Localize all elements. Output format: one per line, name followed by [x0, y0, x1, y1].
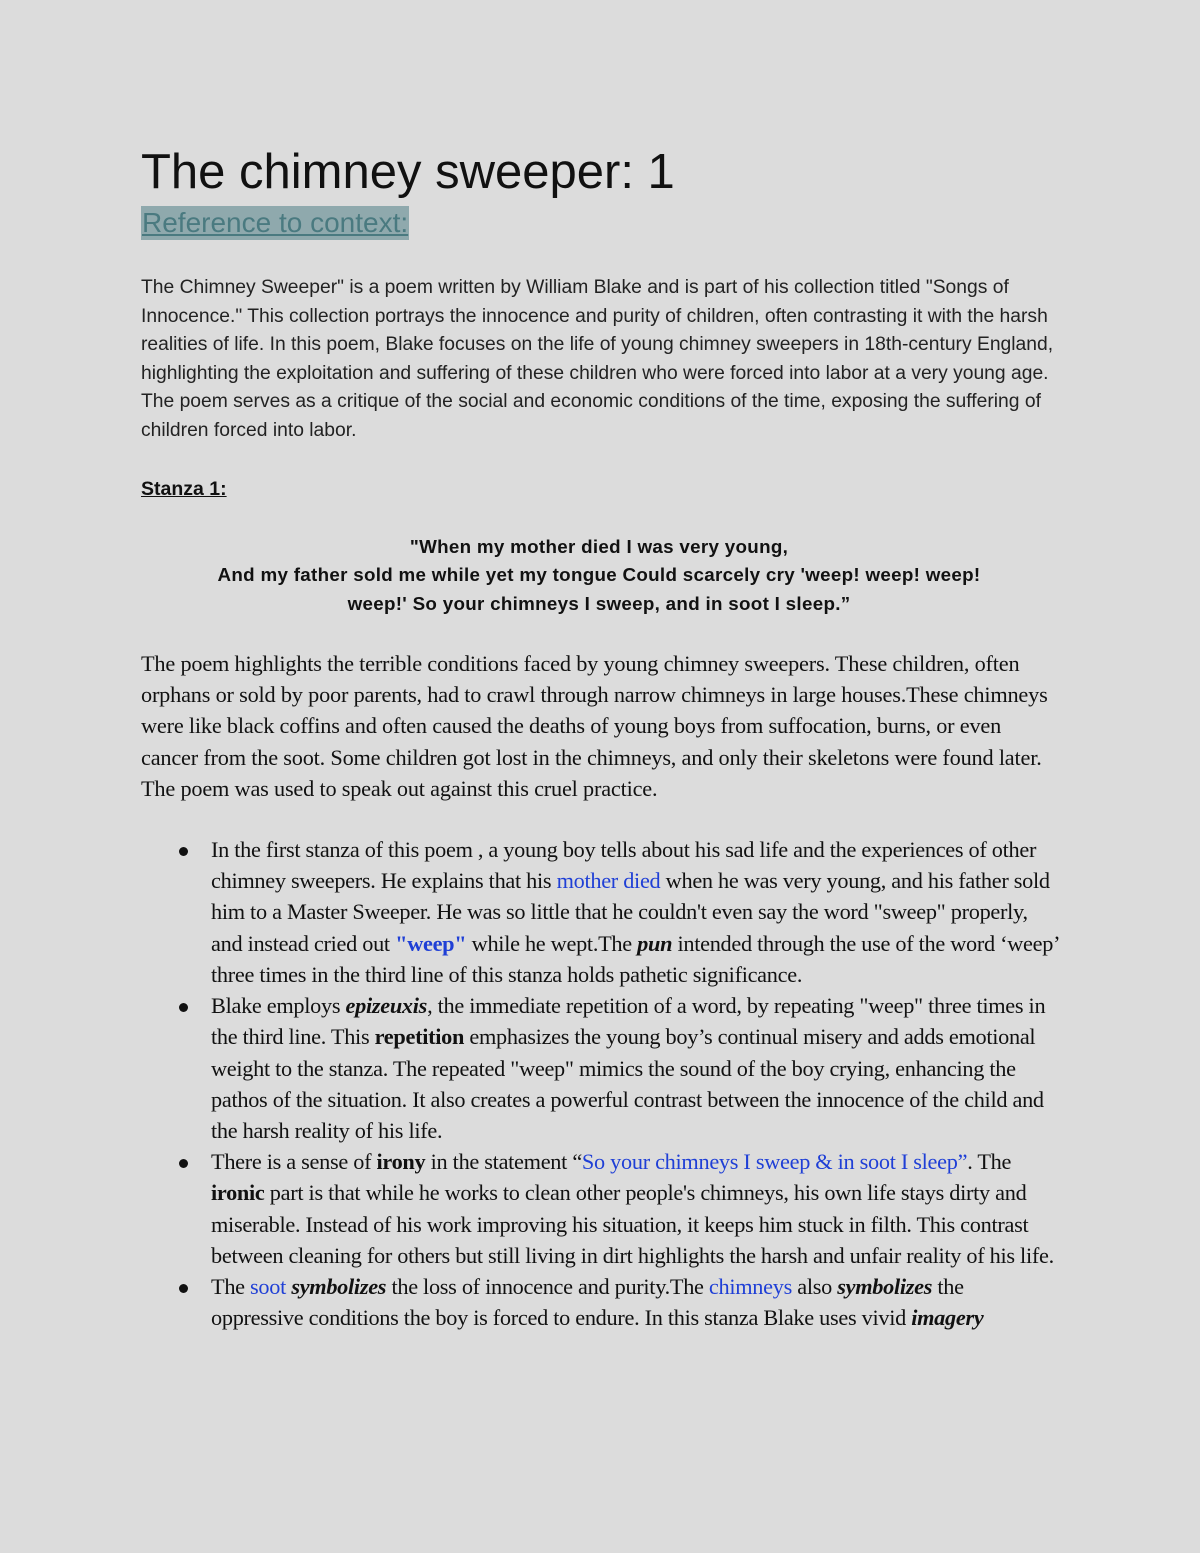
- text-run: emphasizes the young boy’s continual misery and adds emotional weight to the stanza. The repeated "weep" mimics the sound of the boy crying, enhancing the pathos of the situation. It also creates a powerful contrast between the innocence of the child and the harsh reality of his life.: [211, 1024, 1044, 1143]
- list-item: [141, 990, 1061, 1146]
- highlight-text: soot: [250, 1273, 287, 1299]
- text-run: The: [211, 1273, 251, 1299]
- text-run: There is a sense of: [211, 1149, 377, 1175]
- text-run: In the first stanza of this poem , a young boy tells about his sad life and the experiences of other chimney sweepers. He explains that his: [211, 837, 1037, 894]
- document-content: [141, 140, 1061, 1333]
- highlight-text: mother died: [556, 868, 661, 894]
- text-run: , the immediate repetition of a word, by repeating "weep" three times in the third line. This: [211, 993, 1046, 1050]
- list-item: [141, 1271, 1061, 1333]
- text-run: the loss of innocence and purity.The: [386, 1273, 709, 1299]
- highlight-text: "weep": [395, 930, 467, 956]
- quote-line: And my father sold me while yet my tongue Could scarcely cry 'weep! weep! weep!: [217, 564, 981, 586]
- section-subtitle: Reference to context:: [142, 207, 409, 238]
- analysis-bullet-list: [141, 834, 1061, 1333]
- stanza-quote: [141, 533, 1057, 619]
- emphasis-text: imagery: [911, 1305, 984, 1331]
- document-title: The chimney sweeper: 1: [141, 145, 675, 199]
- intro-block: [141, 274, 1061, 446]
- highlight-text: chimneys: [708, 1273, 792, 1299]
- intro-paragraph: The Chimney Sweeper" is a poem written by William Blake and is part of his collection titled "Songs of Innocence." This collection portrays the innocence and purity of children, often contrasting it with the harsh realities of life. In this poem, Blake focuses on the life of young chimney sweepers in 18th-century England, highlighting the exploitation and suffering of these children who were forced into labor at a very young age.: [141, 277, 1054, 384]
- emphasis-text: symbolizes: [837, 1273, 933, 1299]
- bullet-icon: [179, 1159, 188, 1168]
- emphasis-text: pun: [637, 930, 673, 956]
- analysis-paragraph: The poem highlights the terrible conditions faced by young chimney sweepers. These children, often orphans or sold by poor parents, had to crawl through narrow chimneys in large houses.These chimneys were like black coffins and often caused the deaths of young boys from suffocation, burns, or even cancer from the soot. Some children got lost in the chimneys, and only their skeletons were found later. The poem was used to speak out against this cruel practice.: [141, 651, 1048, 801]
- emphasis-text: repetition: [374, 1024, 465, 1050]
- bullet-icon: [179, 847, 188, 856]
- intro-paragraph-critique: The poem serves as a critique of the social and economic conditions of the time, exposing the suffering of children forced into labor.: [141, 391, 1041, 441]
- text-run: in the statement “: [425, 1149, 582, 1175]
- list-item: [141, 834, 1061, 990]
- text-run: intended through the use of the word ‘weep’ three times in the third line of this stanza holds pathetic significance.: [211, 930, 1059, 987]
- text-run: the oppressive conditions the boy is forced to endure. In this stanza Blake uses vivid: [211, 1273, 964, 1331]
- emphasis-text: ironic: [211, 1180, 265, 1206]
- text-run: while he wept.The: [466, 930, 638, 956]
- quote-line: "When my mother died I was very young,: [409, 535, 789, 557]
- bullet-icon: [179, 1003, 188, 1012]
- list-item: [141, 1146, 1061, 1271]
- text-run: when he was very young, and his father sold him to a Master Sweeper. He was so little that he couldn't even say the word "sweep" properly, and instead cried out: [211, 868, 1050, 956]
- text-run: part is that while he works to clean other people's chimneys, his own life stays dirty and miserable. Instead of his work improving his situation, it keeps him stuck in filth. This contrast between cleaning for others but still living in dirt highlights the harsh and unfair reality of his life.: [211, 1180, 1054, 1268]
- emphasis-text: symbolizes: [291, 1273, 387, 1299]
- text-run: also: [791, 1273, 838, 1299]
- emphasis-text: epizeuxis: [345, 993, 428, 1019]
- highlight-text: So your chimneys I sweep & in soot I sleep”: [581, 1149, 968, 1175]
- text-run: Blake employs: [211, 993, 346, 1019]
- bullet-icon: [179, 1284, 188, 1293]
- stanza-heading: Stanza 1:: [141, 477, 227, 500]
- text-run: . The: [967, 1149, 1012, 1175]
- quote-line: weep!' So your chimneys I sweep, and in soot I sleep.”: [347, 592, 851, 614]
- emphasis-text: irony: [376, 1149, 426, 1175]
